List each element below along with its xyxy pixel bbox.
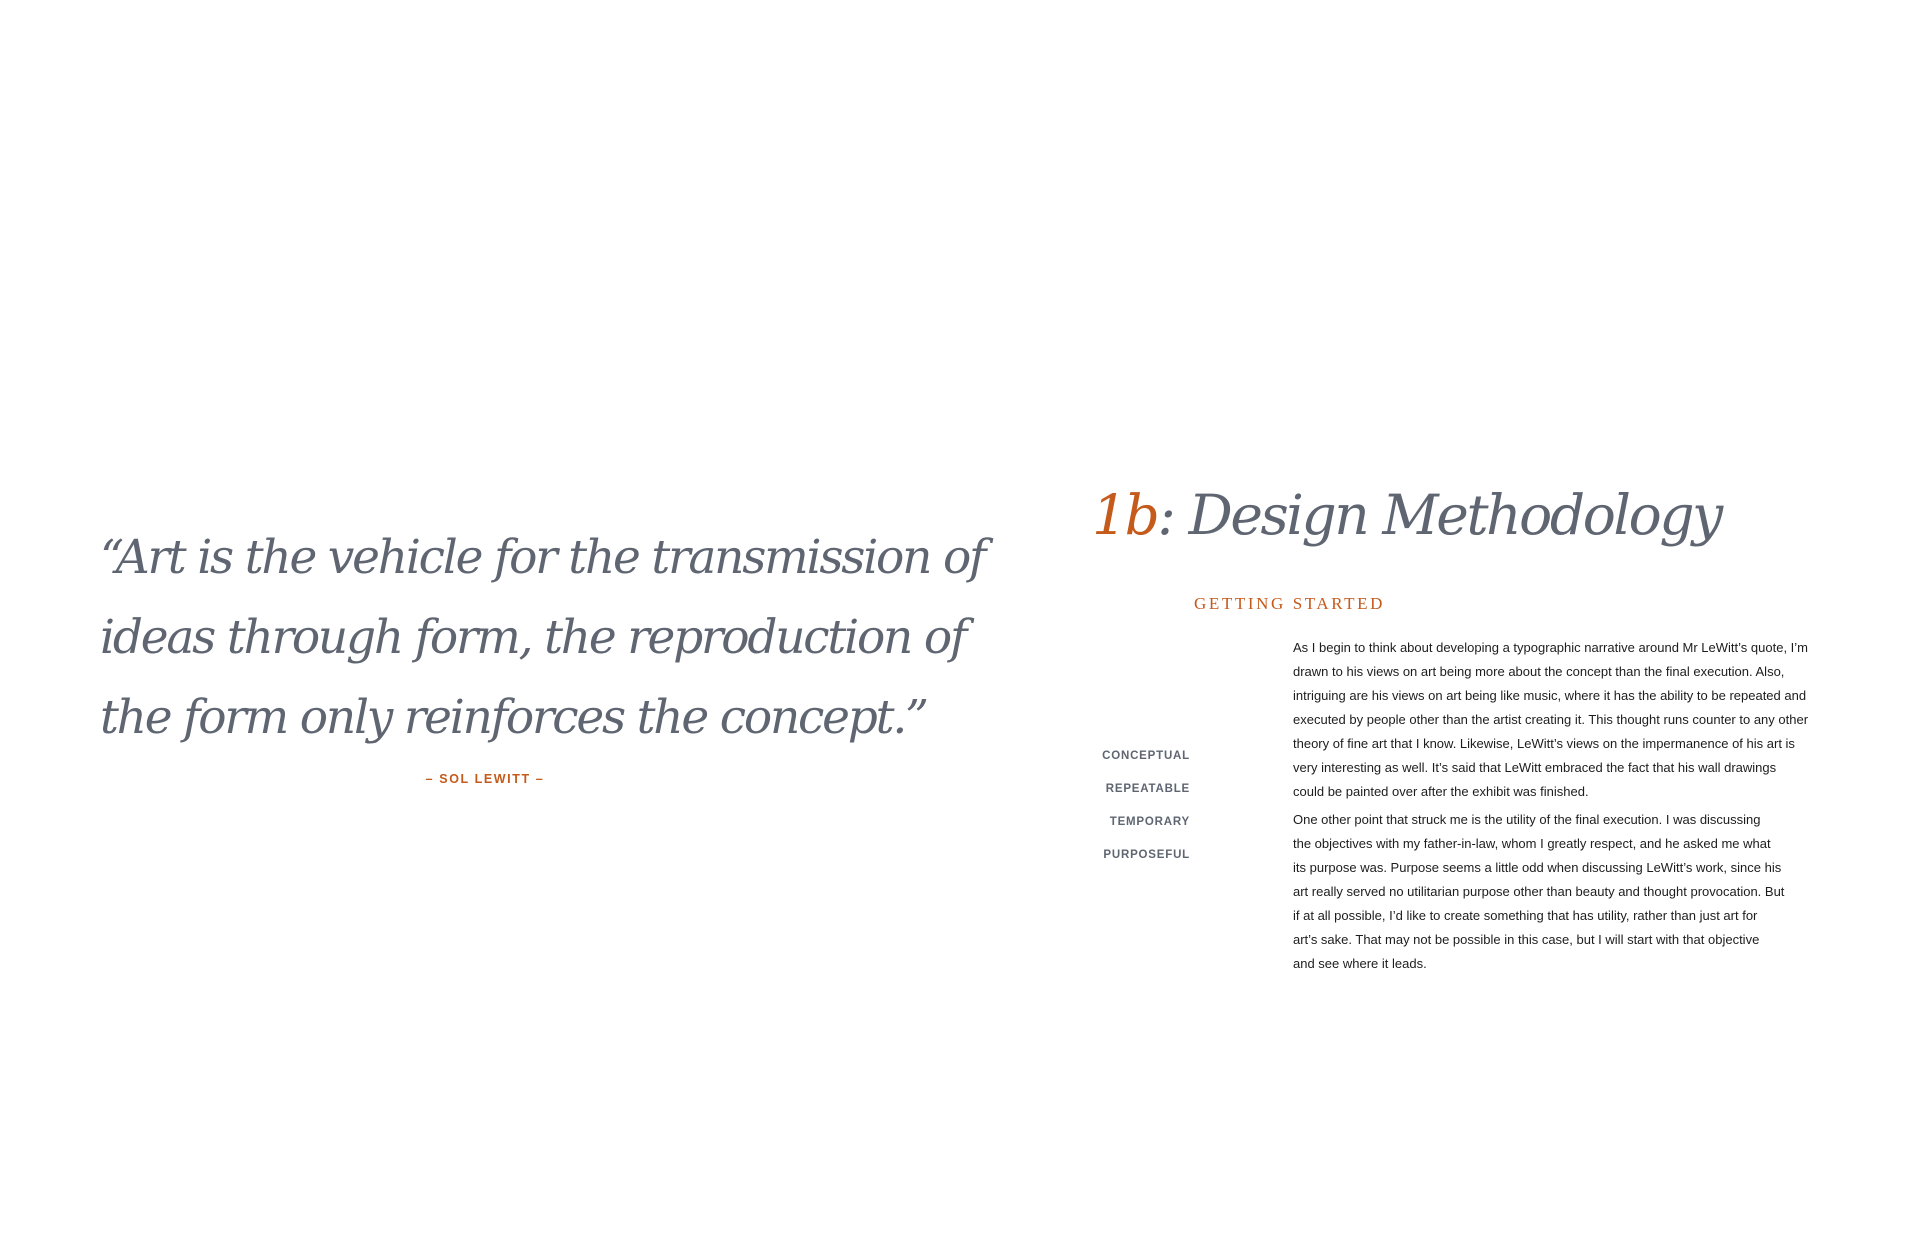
quote-line: ideas through form, the reproduction of — [100, 610, 966, 665]
pull-quote — [100, 518, 985, 758]
body-text — [1293, 636, 1831, 980]
body-line: its purpose was. Purpose seems a little odd when discussing LeWitt’s work, since his — [1293, 860, 1782, 875]
body-paragraph — [1293, 636, 1831, 804]
section-number: 1b — [1092, 483, 1158, 547]
body-paragraph — [1293, 808, 1831, 976]
keyword-item: CONCEPTUAL — [1102, 750, 1190, 762]
keyword-item: PURPOSEFUL — [1103, 849, 1190, 861]
keyword-item: TEMPORARY — [1109, 816, 1190, 828]
body-line: could be painted over after the exhibit was finished. — [1293, 784, 1589, 799]
body-line: As I begin to think about developing a typographic narrative around Mr LeWitt’s quote, I’m — [1293, 640, 1808, 655]
body-line: if at all possible, I’d like to create something that has utility, rather than just art for — [1293, 908, 1758, 923]
body-line: and see where it leads. — [1293, 956, 1427, 971]
body-line: very interesting as well. It’s said that LeWitt embraced the fact that his wall drawings — [1293, 760, 1777, 775]
body-line: the objectives with my father-in-law, whom I greatly respect, and he asked me what — [1293, 836, 1771, 851]
body-line: drawn to his views on art being more about the concept than the final execution. Also, — [1293, 664, 1785, 679]
section-heading — [1092, 470, 1721, 560]
body-line: theory of fine art that I know. Likewise, LeWitt’s views on the impermanence of his art is — [1293, 736, 1795, 751]
section-subheading: GETTING STARTED — [1194, 594, 1386, 613]
body-line: executed by people other than the artist creating it. This thought runs counter to any other — [1293, 712, 1809, 727]
body-line: art’s sake. That may not be possible in this case, but I will start with that objective — [1293, 932, 1760, 947]
quote-line: the form only reinforces the concept.” — [100, 690, 927, 745]
section-title: : Design Methodology — [1157, 483, 1721, 547]
keyword-list — [1060, 748, 1190, 880]
quote-line: “Art is the vehicle for the transmission of — [100, 530, 985, 585]
quote-attribution: – SOL LEWITT – — [425, 772, 545, 786]
body-line: art really served no utilitarian purpose other than beauty and thought provocation. But — [1293, 884, 1785, 899]
body-line: One other point that struck me is the utility of the final execution. I was discussing — [1293, 812, 1761, 827]
quote-block — [100, 518, 985, 786]
keyword-item: REPEATABLE — [1105, 783, 1190, 795]
body-line: intriguing are his views on art being like music, where it has the ability to be repeated and — [1293, 688, 1807, 703]
